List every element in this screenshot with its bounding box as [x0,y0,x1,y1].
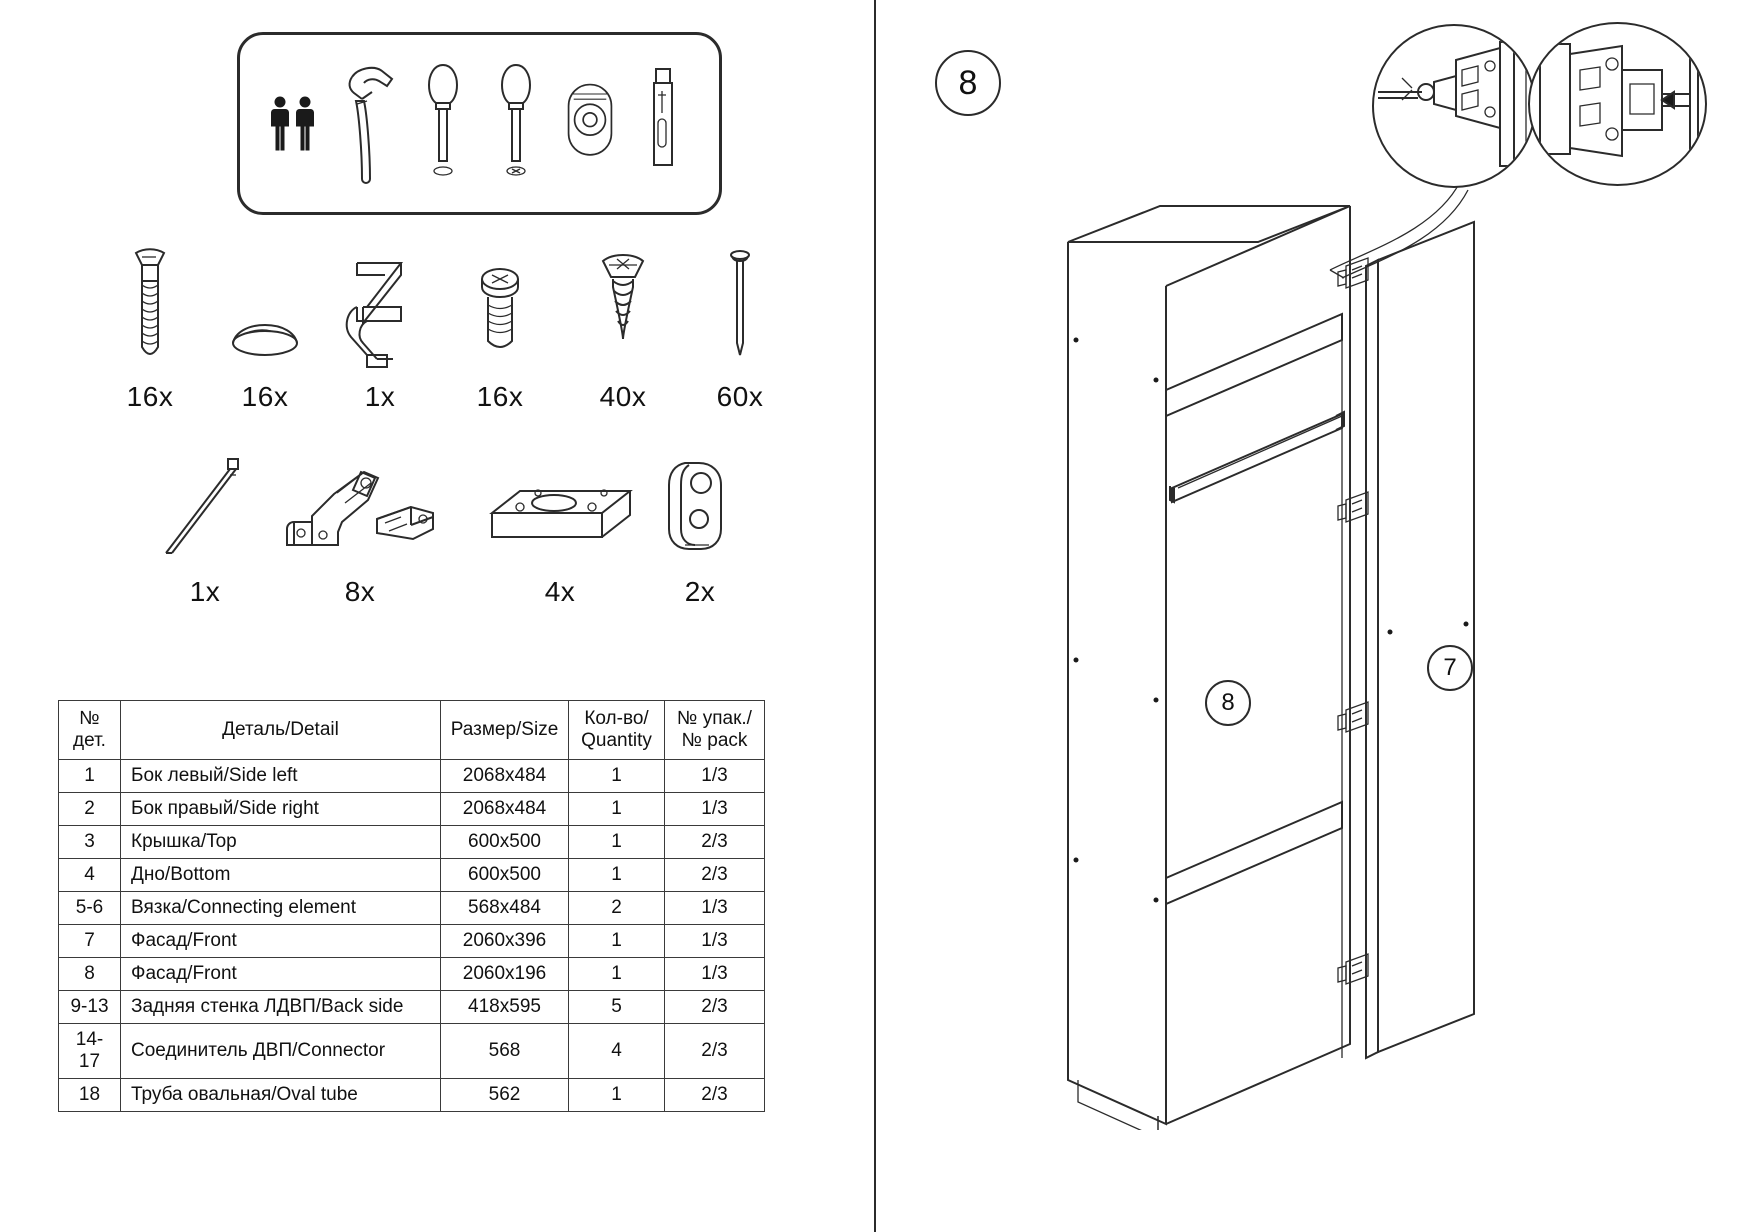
nail-icon [685,245,795,375]
cell-number: 9-13 [59,990,121,1023]
hinge-arm-detail-circle [1372,24,1536,188]
hardware-count: 4x [544,576,576,607]
header-quantity: Кол-во/ Quantity [569,701,665,760]
utility-knife-icon [634,59,694,189]
cell-pack: 2/3 [665,825,765,858]
cell-size: 562 [441,1078,569,1111]
screwdriver-phillips-icon [486,59,546,189]
table-row [59,858,765,891]
screwdriver-flat-icon [413,59,473,189]
oval-tube-rail-icon [140,450,270,570]
hardware-count: 2x [684,576,716,607]
cell-size: 2068х484 [441,792,569,825]
cell-number: 18 [59,1078,121,1111]
cell-detail: Соединитель ДВП/Connector [121,1023,441,1078]
cell-detail: Труба овальная/Oval tube [121,1078,441,1111]
cell-detail: Фасад/Front [121,957,441,990]
part-badge-left: 8 [1205,680,1251,726]
cell-size: 2060х396 [441,924,569,957]
cell-size: 568 [441,1023,569,1078]
tools-panel [237,32,722,215]
cell-pack: 2/3 [665,990,765,1023]
cell-quantity: 1 [569,957,665,990]
hardware-count: 60x [716,381,764,412]
table-row [59,792,765,825]
cell-quantity: 1 [569,858,665,891]
cell-quantity: 5 [569,990,665,1023]
part-badge-right: 7 [1427,645,1473,691]
cell-detail: Фасад/Front [121,924,441,957]
table-row [59,1078,765,1111]
cell-number: 3 [59,825,121,858]
hardware-item-rail-support-block [470,450,650,608]
hardware-item-wood-screw [563,245,683,413]
cell-pack: 1/3 [665,924,765,957]
cell-number: 2 [59,792,121,825]
hardware-count: 16x [126,381,174,412]
table-row [59,924,765,957]
cell-pack: 2/3 [665,858,765,891]
cell-number: 5-6 [59,891,121,924]
header-pack: № упак./ № pack [665,701,765,760]
rail-support-block-icon [470,450,650,570]
table-row [59,1023,765,1078]
cell-pack: 1/3 [665,957,765,990]
cell-detail: Вязка/Connecting element [121,891,441,924]
cell-detail: Бок левый/Side left [121,759,441,792]
table-row [59,759,765,792]
hardware-item-hinge-and-plate [260,450,460,608]
cell-number: 7 [59,924,121,957]
hardware-count: 1x [189,576,221,607]
table-row [59,957,765,990]
hardware-item-euro-screw-short [440,245,560,413]
cell-quantity: 2 [569,891,665,924]
hinge-plate-detail-circle [1528,22,1707,186]
page-divider [874,0,876,1232]
hardware-count: 1x [364,381,396,412]
cell-size: 2068х484 [441,759,569,792]
cell-number: 4 [59,858,121,891]
cell-pack: 1/3 [665,759,765,792]
hardware-item-allen-key [320,245,440,413]
header-detail: Деталь/Detail [121,701,441,760]
cell-quantity: 1 [569,792,665,825]
cell-quantity: 1 [569,924,665,957]
table-row [59,825,765,858]
hardware-count: 40x [599,381,647,412]
hardware-item-nail [685,245,795,413]
cell-pack: 2/3 [665,1078,765,1111]
header-number: № дет. [59,701,121,760]
cell-number: 8 [59,957,121,990]
cell-pack: 2/3 [665,1023,765,1078]
cell-number: 1 [59,759,121,792]
cell-quantity: 1 [569,759,665,792]
tape-measure-icon [560,59,620,189]
table-header-row [59,701,765,760]
table-row [59,990,765,1023]
hardware-item-confirmat-screw [95,245,205,413]
hammer-icon [339,59,399,189]
confirmat-screw-icon [95,245,205,375]
hardware-count: 8x [344,576,376,607]
hardware-item-tube-holder [630,450,770,608]
cell-quantity: 1 [569,1078,665,1111]
header-size: Размер/Size [441,701,569,760]
hinge-and-mounting-plate-icon [260,450,460,570]
cover-cap-icon [210,245,320,375]
cell-number: 14-17 [59,1023,121,1078]
cell-size: 2060х196 [441,957,569,990]
cell-quantity: 4 [569,1023,665,1078]
wood-screw-icon [563,245,683,375]
cell-size: 600х500 [441,825,569,858]
tube-holder-icon [630,450,770,570]
hardware-parts-area [55,245,775,615]
table-row [59,891,765,924]
hardware-count: 16x [476,381,524,412]
hardware-count: 16x [241,381,289,412]
cell-size: 568х484 [441,891,569,924]
cell-pack: 1/3 [665,891,765,924]
cell-detail: Крышка/Top [121,825,441,858]
cell-detail: Дно/Bottom [121,858,441,891]
cell-detail: Задняя стенка ЛДВП/Back side [121,990,441,1023]
euro-screw-short-icon [440,245,560,375]
cell-quantity: 1 [569,825,665,858]
cell-detail: Бок правый/Side right [121,792,441,825]
hardware-item-cover-cap [210,245,320,413]
cell-size: 600х500 [441,858,569,891]
hardware-item-oval-tube-rail [140,450,270,608]
cell-pack: 1/3 [665,792,765,825]
parts-table [58,700,765,1112]
cell-size: 418х595 [441,990,569,1023]
step-number-badge: 8 [935,50,1001,116]
allen-key-icon [320,245,440,375]
two-persons-icon [265,59,325,189]
